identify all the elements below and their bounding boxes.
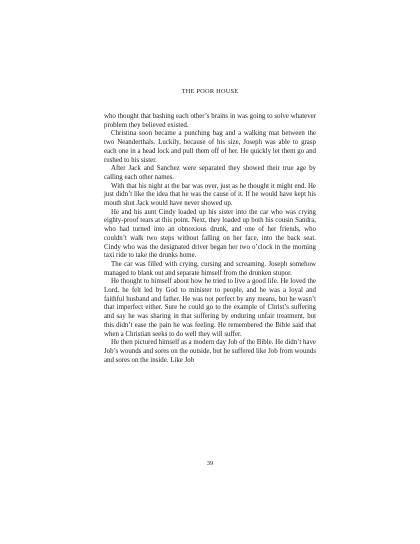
paragraph-7: He thought to himself about how he tried to live a good life. He loved the Lord, he felt led by God to minister to people, and he was a loyal and faithful husband and father. He was not perfect by any means, but he wasn’t that imperfect either. Sure he could go to the example of Christ’s suffering and say he was sharing in that suffering by enduring unfair treatment, but this didn’t ease the pain he was feeling. He remembered the Bible said that when a Christian seeks to do well they will suffer. <box>104 278 316 338</box>
paragraph-6: The car was filled with crying, cursing and screaming. Joseph somehow managed to blank out and separate himself from the drunken stupor. <box>104 260 316 277</box>
page-number: 39 <box>206 460 214 467</box>
paragraph-8: He then pictured himself as a modern day Job of the Bible. He didn’t have Job’s wounds and sores on the outside, but he suffered like Job from wounds and sores on the inside. Like Job <box>104 339 316 364</box>
paragraph-3: After Jack and Sanchez were separated they showed their true age by calling each other names. <box>104 165 316 181</box>
paragraph-2: Christina soon became a punching bag and a walking mat between the two Neanderthals. Luckily, because of his size, Joseph was able to grasp each one in a head lock and pull them off of her. He quickly let them go and rushed to his sister. <box>104 130 316 164</box>
paragraph-1: who thought that bashing each other’s brains in was going to solve whatever problem they believed existed. <box>104 113 316 129</box>
body-text <box>104 113 316 365</box>
paragraph-4: With that his night at the bar was over, just as he thought it might end. He just didn’t like the idea that he was the cause of it. If he would have kept his mouth shut Jack would have never showed up. <box>104 182 316 208</box>
running-head: THE POOR HOUSE <box>181 88 239 95</box>
paragraph-5: He and his aunt Cindy loaded up his sister into the car who was crying eighty-proof tears at this point. Next, they loaded up both his cousin Sandra, who had turned into an obnoxious drunk, and one of her friends, who couldn’t walk two steps without falling on her face, into the back seat. Cindy who was the designated driver began her two o’clock in the morning taxi ride to take the drunks home. <box>104 208 316 260</box>
